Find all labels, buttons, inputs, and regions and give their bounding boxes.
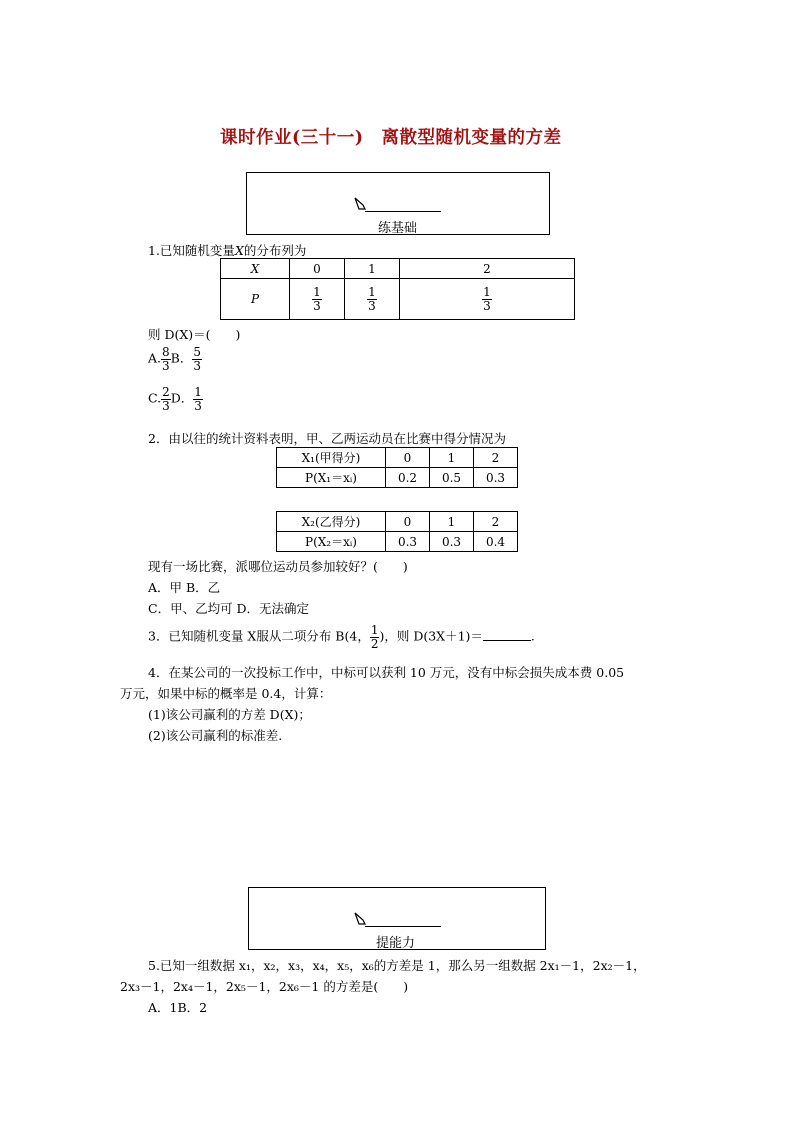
q4-line1: 4．在某公司的一次投标工作中，中标可以获利 10 万元，没有中标会损失成本费 0.05 bbox=[148, 665, 625, 680]
q1-stem: 1.已知随机变量X的分布列为 bbox=[148, 243, 307, 258]
q4-sub1: (1)该公司赢利的方差 D(X)； bbox=[148, 707, 311, 722]
q2-table-jia: X₁(甲得分) 0 1 2 P(X₁＝xᵢ) 0.2 0.5 0.3 bbox=[276, 447, 518, 488]
pen-icon bbox=[353, 197, 367, 211]
q4-line2: 万元，如果中标的概率是 0.4，计算： bbox=[120, 686, 332, 701]
q1-options-cd: C. $\frac{2}{3}$ D． $\frac{1}{3}$ bbox=[148, 385, 202, 413]
q3-stem: 3．已知随机变量 X服从二项分布 B(4， $\frac{1}{2}$ )，则 D(3X＋1)＝ . bbox=[148, 623, 535, 651]
answer-blank bbox=[483, 629, 531, 641]
section-label: 提能力 bbox=[376, 936, 416, 951]
q2-stem: 2．由以往的统计资料表明，甲、乙两运动员在比赛中得分情况为 bbox=[148, 431, 506, 446]
section-header-basic bbox=[246, 172, 550, 235]
q5-line1: 5.已知一组数据 x₁，x₂，x₃，x₄，x₅，x₆的方差是 1，那么另一组数据 2x₁－1，2x₂－1， bbox=[148, 958, 646, 973]
q2-table-yi: X₂(乙得分) 0 1 2 P(X₂＝xᵢ) 0.3 0.3 0.4 bbox=[276, 511, 518, 552]
section-header-advanced bbox=[248, 887, 546, 950]
q1-distribution-table: X 0 1 2 P $\frac{1}{3}$ $\frac{1}{3}$ $\frac{1}{3}$ bbox=[220, 258, 575, 320]
page-title: 课时作业(三十一) 离散型随机变量的方差 bbox=[220, 128, 562, 148]
section-label: 练基础 bbox=[378, 221, 418, 236]
q1-question: 则 D(X)＝( ) bbox=[148, 327, 241, 342]
pen-icon bbox=[353, 912, 367, 926]
q5-line2: 2x₃－1，2x₄－1，2x₅－1，2x₆－1 的方差是( ) bbox=[120, 979, 409, 994]
underline bbox=[365, 211, 441, 212]
q2-options-ab: A．甲 B．乙 bbox=[148, 580, 221, 595]
q1-options-ab: A. $\frac{8}{3}$ B． $\frac{5}{3}$ bbox=[148, 345, 201, 373]
q4-sub2: (2)该公司赢利的标准差. bbox=[148, 728, 283, 743]
underline bbox=[365, 926, 441, 927]
q2-question: 现有一场比赛，派哪位运动员参加较好？( ) bbox=[148, 559, 408, 574]
q2-options-cd: C．甲、乙均可 D．无法确定 bbox=[148, 601, 310, 616]
q5-options: A．1B．2 bbox=[148, 1000, 208, 1015]
